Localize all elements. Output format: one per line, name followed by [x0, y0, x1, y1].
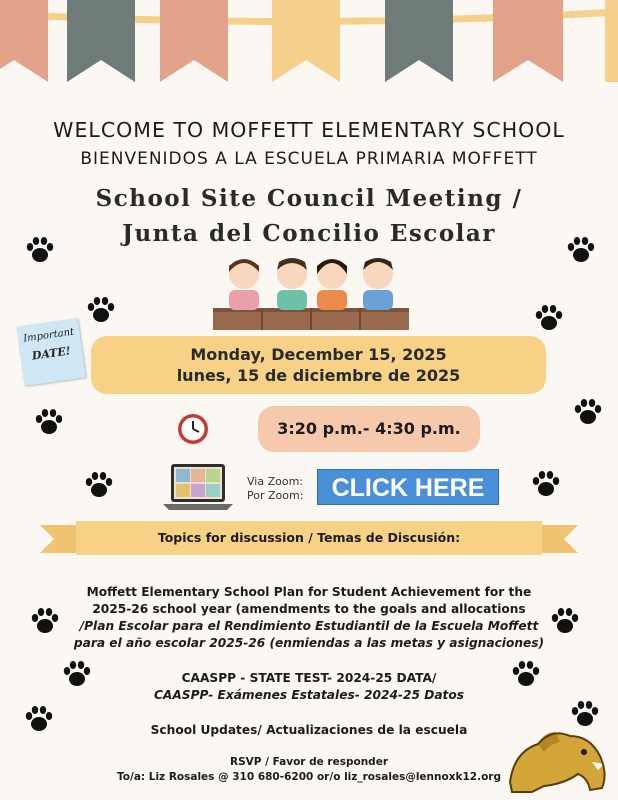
- topic-plan-en-1: Moffett Elementary School Plan for Student Achievement for the: [86, 585, 532, 599]
- date-en: Monday, December 15, 2025: [190, 345, 447, 364]
- paw-print-icon: [86, 296, 116, 324]
- important-date-note: [16, 318, 86, 386]
- paw-print-icon: [62, 660, 92, 688]
- welcome-title-es: BIENVENIDOS A LA ESCUELA PRIMARIA MOFFETT: [80, 149, 538, 169]
- welcome-title-en: WELCOME TO MOFFETT ELEMENTARY SCHOOL: [53, 118, 565, 142]
- contact-line: To/a: Liz Rosales @ 310 680-6200 or/o liz_rosales@lennoxk12.org: [117, 771, 501, 783]
- flag-3: [160, 0, 228, 82]
- paw-print-icon: [24, 705, 54, 733]
- date-banner: [91, 336, 546, 394]
- paw-print-icon: [570, 700, 600, 728]
- note-line-2: DATE!: [31, 344, 72, 363]
- flag-7: [605, 0, 618, 82]
- paw-print-icon: [34, 408, 64, 436]
- flag-4: [272, 0, 340, 82]
- flag-5: [385, 0, 453, 82]
- meeting-title-es: Junta del Concilio Escolar: [122, 220, 496, 247]
- zoom-click-here-button[interactable]: CLICK HERE: [317, 469, 499, 505]
- paw-print-icon: [550, 607, 580, 635]
- paw-print-icon: [534, 304, 564, 332]
- topics-heading: Topics for discussion / Temas de Discusión:: [157, 530, 461, 545]
- cougar-mascot-image: [504, 722, 612, 796]
- video-call-laptop-icon: [163, 462, 233, 512]
- topic-school-updates: School Updates/ Actualizaciones de la escuela: [150, 723, 468, 737]
- clock-icon: [176, 412, 210, 446]
- topic-plan-es-1: /Plan Escolar para el Rendimiento Estudiantil de la Escuela Moffett: [79, 619, 539, 633]
- students-illustration: [213, 252, 409, 330]
- paw-print-icon: [511, 660, 541, 688]
- topic-plan-en-2: 2025-26 school year (amendments to the goals and allocations: [92, 602, 526, 616]
- flag-2: [67, 0, 135, 82]
- topic-caaspp-en: CAASPP - STATE TEST- 2024-25 DATA/: [181, 671, 437, 685]
- meeting-title-en: School Site Council Meeting /: [95, 185, 523, 212]
- paw-print-icon: [573, 398, 603, 426]
- via-zoom-label: Via Zoom:: [247, 475, 303, 488]
- rsvp-line: RSVP / Favor de responder: [229, 756, 388, 768]
- time-banner: 3:20 p.m.- 4:30 p.m.: [258, 406, 480, 452]
- note-line-1: Important: [22, 326, 75, 345]
- date-es: lunes, 15 de diciembre de 2025: [176, 366, 461, 385]
- topic-caaspp-es: CAASPP- Exámenes Estatales- 2024-25 Datos: [153, 688, 464, 702]
- bunting-flags: [0, 0, 618, 100]
- paw-print-icon: [84, 471, 114, 499]
- topic-plan-es-2: para el año escolar 2025-26 (enmiendas a las metas y asignaciones): [73, 636, 545, 650]
- paw-print-icon: [566, 236, 596, 264]
- paw-print-icon: [25, 236, 55, 264]
- flag-6: [493, 0, 563, 82]
- paw-print-icon: [531, 470, 561, 498]
- flag-1: [0, 0, 48, 82]
- paw-print-icon: [30, 607, 60, 635]
- por-zoom-label: Por Zoom:: [247, 489, 304, 502]
